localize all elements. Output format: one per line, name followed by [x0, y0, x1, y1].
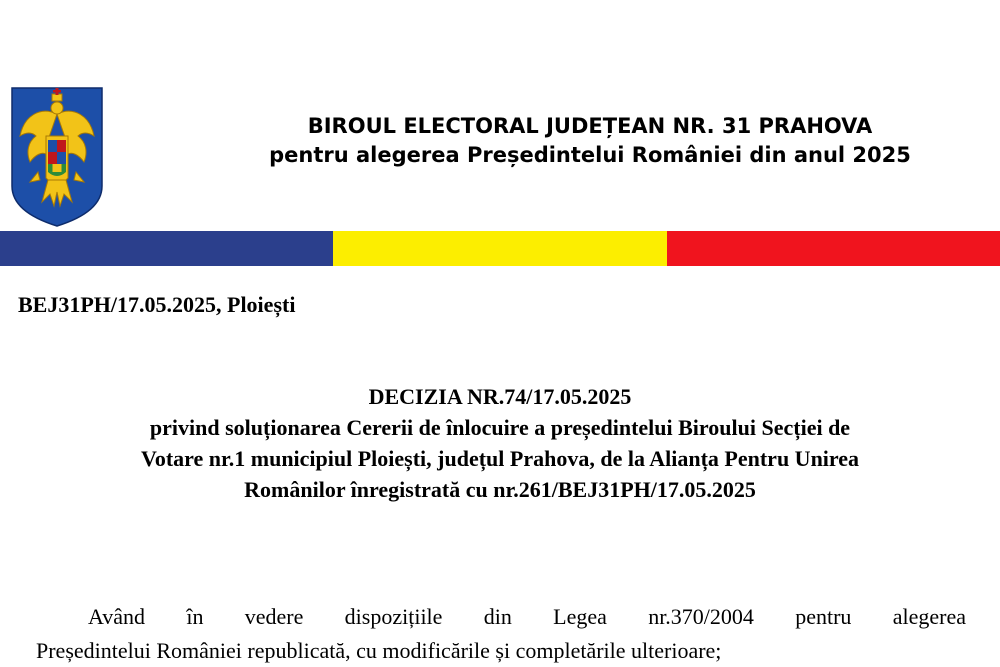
- romania-coat-of-arms-icon: [10, 86, 104, 228]
- institution-subtitle: pentru alegerea Președintelui României din anul 2025: [269, 143, 911, 167]
- institution-title: BIROUL ELECTORAL JUDEȚEAN NR. 31 PRAHOVA: [307, 114, 873, 138]
- tricolor-banner: [0, 231, 1000, 266]
- body-word: în: [186, 604, 204, 629]
- decision-heading: [0, 381, 1000, 505]
- body-word: dispozițiile: [344, 604, 443, 629]
- body-line-2: Președintelui României republicată, cu modificările și completările ulterioare;: [36, 638, 722, 663]
- flag-band-red: [667, 231, 1000, 266]
- decision-line: Românilor înregistrată cu nr.261/BEJ31PH/17.05.2025: [244, 477, 756, 502]
- body-word: nr.370/2004: [648, 604, 754, 629]
- decision-title: DECIZIA NR.74/17.05.2025: [368, 384, 632, 409]
- body-word: pentru: [795, 604, 852, 629]
- body-line-1: [36, 600, 966, 634]
- body-word: vedere: [244, 604, 304, 629]
- decision-line: privind soluționarea Cererii de înlocuire a președintelui Biroului Secției de: [149, 415, 851, 440]
- body-word: alegerea: [892, 604, 966, 629]
- flag-band-yellow: [333, 231, 666, 266]
- header-title-block: [200, 112, 980, 170]
- body-word: din: [483, 604, 512, 629]
- body-word: Având: [88, 604, 146, 629]
- document-reference: BEJ31PH/17.05.2025, Ploiești: [18, 292, 296, 317]
- flag-band-blue: [0, 231, 333, 266]
- body-word: Legea: [553, 604, 607, 629]
- decision-line: Votare nr.1 municipiul Ploiești, județul Prahova, de la Alianța Pentru Unirea: [140, 446, 860, 471]
- body-paragraph: [36, 600, 966, 667]
